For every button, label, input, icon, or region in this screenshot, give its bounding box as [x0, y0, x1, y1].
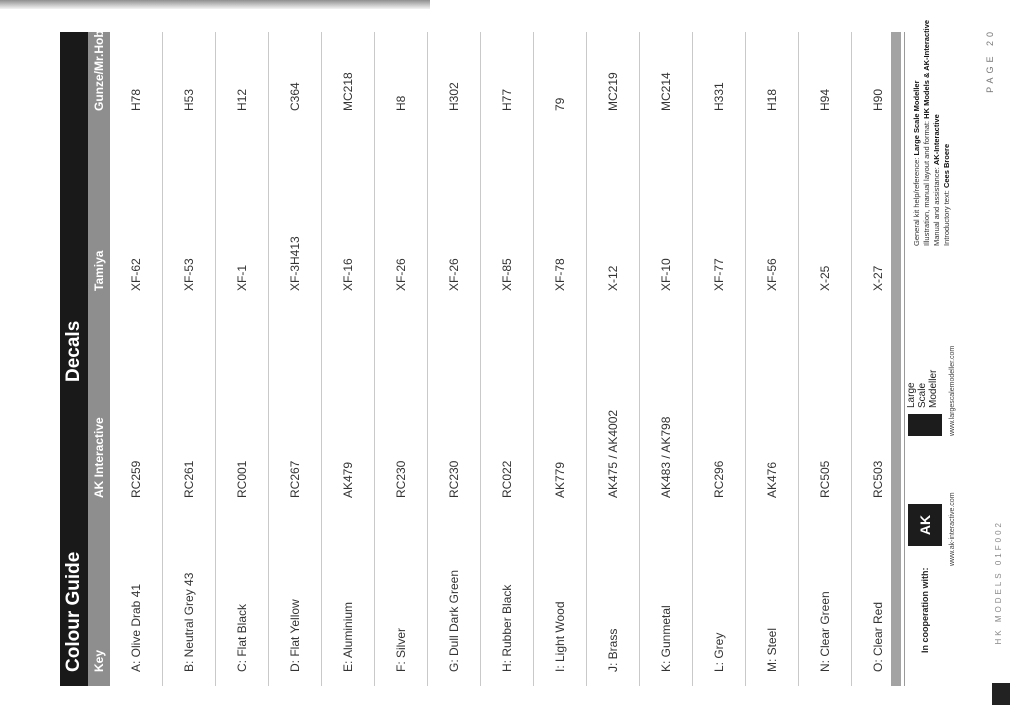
credit-label: General kit help/reference: [912, 155, 921, 246]
lsm-name-line: Large [906, 382, 917, 408]
cell-ak: RC261 [182, 460, 196, 498]
cell-ak: RC259 [129, 460, 143, 498]
title-band [60, 32, 88, 686]
cell-gunze: H78 [129, 88, 143, 111]
cell-key: G: Dull Dark Green [447, 569, 461, 672]
cell-gunze: H12 [235, 88, 249, 111]
page-number: PAGE 20 [985, 28, 995, 93]
credit-value: Cees Broere [942, 143, 951, 189]
ak-interactive-logo: AK [908, 504, 942, 546]
credit-line [922, 20, 932, 246]
cell-gunze: H53 [182, 88, 196, 111]
credits-block [912, 20, 952, 246]
column-header-band [88, 16, 110, 686]
table-row [375, 32, 428, 686]
cell-key: E: Aluminium [341, 601, 355, 672]
cell-key: I: Light Wood [553, 601, 567, 672]
credit-label: Illustration, manual layout and format: [922, 118, 931, 246]
cell-gunze: H77 [500, 88, 514, 111]
decals-title: Decals [63, 320, 84, 382]
table-row [481, 32, 534, 686]
cell-key: O: Clear Red [871, 601, 885, 672]
cell-tamiya: X-27 [871, 265, 885, 291]
cell-key: A: Olive Drab 41 [129, 583, 143, 672]
table-row [640, 32, 693, 686]
cell-gunze: H331 [712, 82, 726, 111]
cell-ak: AK475 / AK4002 [606, 409, 620, 498]
table-body [110, 32, 905, 686]
brand-corner-icon [992, 683, 1010, 705]
cell-ak: RC001 [235, 460, 249, 498]
cell-tamiya: XF-78 [553, 258, 567, 291]
credit-label: Manual and assistance: [932, 165, 941, 246]
ak-url: www.ak-interactive.com [949, 492, 956, 566]
lsm-name-line: Scale [917, 382, 928, 408]
cell-gunze: MC218 [341, 72, 355, 111]
cell-tamiya: XF-16 [341, 258, 355, 291]
table-row [428, 32, 481, 686]
cell-ak: RC296 [712, 460, 726, 498]
footer-strip [891, 32, 901, 686]
cell-tamiya: XF-26 [447, 258, 461, 291]
cell-gunze: H8 [394, 95, 408, 111]
cell-tamiya: XF-53 [182, 258, 196, 291]
cell-key: F: Silver [394, 627, 408, 672]
cell-tamiya: XF-56 [765, 258, 779, 291]
cell-ak: AK483 / AK798 [659, 416, 673, 498]
cell-ak: RC230 [394, 460, 408, 498]
credit-value: Large Scale Modeller [912, 80, 921, 156]
column-header-gunze: Gunze/Mr.Hobby [92, 16, 106, 111]
cell-tamiya: X-25 [818, 265, 832, 291]
colour-guide-table [60, 16, 956, 686]
table-row [216, 32, 269, 686]
cell-ak: AK479 [341, 461, 355, 498]
credit-line [912, 20, 922, 246]
cell-key: M: Steel [765, 627, 779, 672]
cell-ak: AK779 [553, 461, 567, 498]
table-row [269, 32, 322, 686]
cell-tamiya: XF-85 [500, 258, 514, 291]
cell-tamiya: XF-77 [712, 258, 726, 291]
credit-value: AK-Interactive [932, 114, 941, 166]
credit-label: Introductory text: [942, 188, 951, 246]
footer-brand: HK MODELS 01F002 [994, 520, 1003, 645]
cell-gunze: 79 [553, 97, 567, 111]
colour-guide-title: Colour Guide [63, 551, 84, 672]
cooperation-label: In cooperation with: [920, 567, 930, 653]
cell-tamiya: XF-1 [235, 264, 249, 291]
column-header-tamiya: Tamiya [92, 250, 106, 291]
cell-gunze: H90 [871, 88, 885, 111]
lsm-logo-icon [908, 414, 942, 436]
table-row [746, 32, 799, 686]
cell-gunze: C364 [288, 82, 302, 111]
cell-ak: RC503 [871, 460, 885, 498]
cell-gunze: H302 [447, 82, 461, 111]
cell-gunze: H18 [765, 88, 779, 111]
cell-gunze: MC219 [606, 72, 620, 111]
cell-key: B: Neutral Grey 43 [182, 572, 196, 672]
table-row [322, 32, 375, 686]
cell-tamiya: XF-10 [659, 258, 673, 291]
lsm-name [906, 370, 939, 408]
cell-ak: RC267 [288, 460, 302, 498]
cell-key: D: Flat Yellow [288, 599, 302, 672]
cell-tamiya: XF-3H413 [288, 236, 302, 291]
cell-tamiya: X-12 [606, 265, 620, 291]
cell-ak: RC022 [500, 460, 514, 498]
table-row [110, 32, 163, 686]
cell-tamiya: XF-26 [394, 258, 408, 291]
credit-line [942, 20, 952, 246]
cell-key: H: Rubber Black [500, 584, 514, 672]
lsm-url: www.largescalemodeller.com [949, 345, 956, 436]
cell-gunze: H94 [818, 88, 832, 111]
lsm-name-line: Modeller [928, 369, 939, 408]
credit-value: HK Models & AK-Interactive [922, 19, 931, 119]
table-row [799, 32, 852, 686]
cell-key: N: Clear Green [818, 591, 832, 672]
credit-line [932, 20, 942, 246]
scan-shadow [0, 0, 430, 9]
table-row [587, 32, 640, 686]
cell-tamiya: XF-62 [129, 258, 143, 291]
table-row [534, 32, 587, 686]
cell-key: K: Gunmetal [659, 605, 673, 672]
cell-key: C: Flat Black [235, 603, 249, 672]
column-header-ak: AK Interactive [92, 417, 106, 498]
column-header-key: Key [92, 649, 106, 672]
table-row [693, 32, 746, 686]
cell-ak: RC230 [447, 460, 461, 498]
cell-ak: AK476 [765, 461, 779, 498]
cell-key: J: Brass [606, 628, 620, 672]
cell-gunze: MC214 [659, 72, 673, 111]
table-row [163, 32, 216, 686]
cell-ak: RC505 [818, 460, 832, 498]
cell-key: L: Grey [712, 632, 726, 672]
